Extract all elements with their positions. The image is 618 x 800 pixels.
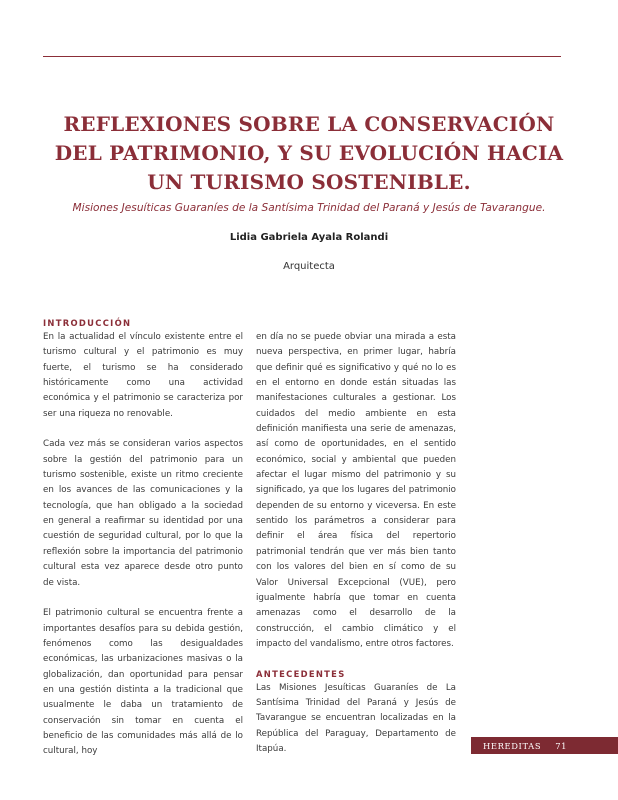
intro-paragraph-2: Cada vez más se consideran varios aspectos sobre la gestión del patrimonio para un turismo sostenible, existe un ritmo creciente en los avances de las comunicaciones y la tecnología, que han obligado a la sociedad en general a reafirmar su identidad por una cuestión de seguridad cultural, por lo que la reflexión sobre la importancia del patrimonio cultural esta vez aparece desde otro punto de vista. (43, 439, 243, 588)
article-subtitle: Misiones Jesuíticas Guaraníes de la Santísima Trinidad del Paraná y Jesús de Tavarangue. (72, 202, 546, 214)
title-line-1: REFLEXIONES SOBRE LA CONSERVACIÓN (63, 112, 555, 136)
antecedentes-section (256, 668, 456, 758)
right-column (256, 330, 456, 757)
author-name: Lidia Gabriela Ayala Rolandi (229, 232, 389, 243)
top-rule (43, 56, 561, 57)
title-line-2: DEL PATRIMONIO, Y SU EVOLUCIÓN HACIA (54, 141, 564, 165)
intro-paragraph-3-continued: en día no se puede obviar una mirada a esta nueva perspectiva, en primer lugar, habría que definir qué es significativo y qué no lo es en el entorno en donde están situadas las manifestaciones culturales a gestionar. Los cuidados del medio ambiente en esta definición manifiesta una serie de amenazas, así como de oportunidades, en el sentido económico, social y ambiental que pueden afectar el lugar mismo del patrimonio y su significado, ya que los lugares del patrimonio dependen de su entorno y viceversa. En este sentido los parámetros a considerar para definir el área física del repertorio patrimonial tendrán que ver más bien tanto con los valores del bien en sí como de su Valor Universal Excepcional (VUE), pero igualmente habría que tomar en cuenta amenazas como el desarrollo de la construcción, el cambio climático y el impacto del vandalismo, entre otros factores. (256, 332, 456, 649)
journal-name: HEREDITAS (483, 740, 542, 751)
left-column (43, 317, 243, 760)
page-number: 71 (555, 740, 568, 751)
footer-bar (471, 737, 618, 754)
author-role: Arquitecta (283, 261, 335, 272)
section-heading-antecedentes: ANTECEDENTES (256, 668, 346, 679)
antecedentes-paragraph-1: Las Misiones Jesuíticas Guaraníes de La Santísima Trinidad del Paraná y Jesús de Tavarangue se encuentran localizadas en la República del Paraguay, Departamento de Itapúa. (256, 682, 456, 754)
section-heading-introduccion: INTRODUCCIÓN (43, 318, 132, 328)
intro-paragraph-3: El patrimonio cultural se encuentra frente a importantes desafíos para su debida gestión, fenómenos como las desigualdades económicas, las urbanizaciones masivas o la globalización, dan oportunidad para pensar en una gestión distinta a la tradicional que usualmente le daba un tratamiento de conservación sin tomar en cuenta el beneficio de las comunidades más allá de lo cultural, hoy (43, 608, 243, 757)
title-line-3: UN TURISMO SOSTENIBLE. (147, 170, 471, 194)
article-title (30, 110, 588, 197)
intro-paragraph-1: En la actualidad el vínculo existente entre el turismo cultural y el patrimonio es muy fuerte, el turismo se ha considerado históricamente como una actividad económica y el patrimonio se caracteriza por ser una riqueza no renovable. (43, 332, 243, 419)
